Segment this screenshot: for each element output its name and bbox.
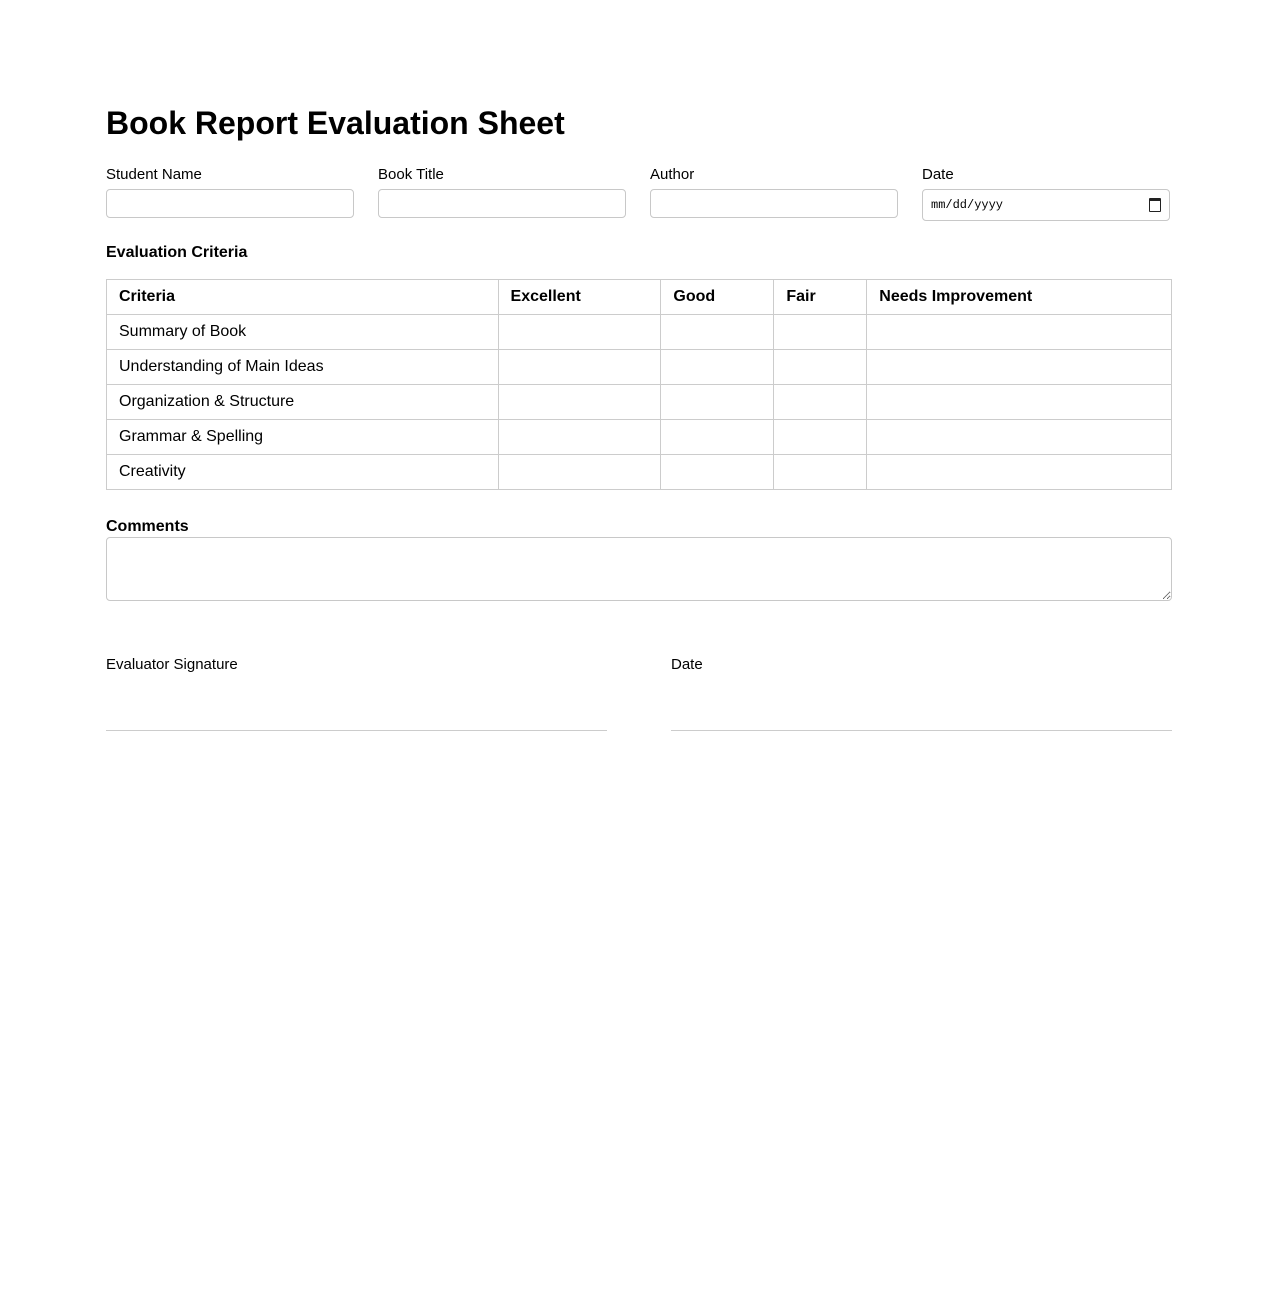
- author-field: [650, 166, 898, 221]
- excellent-cell[interactable]: [498, 350, 661, 385]
- needs-improvement-cell[interactable]: [867, 350, 1172, 385]
- column-header-excellent: Excellent: [498, 280, 661, 315]
- needs-improvement-cell[interactable]: [867, 315, 1172, 350]
- fair-cell[interactable]: [774, 385, 867, 420]
- needs-improvement-cell[interactable]: [867, 420, 1172, 455]
- date-field: [922, 166, 1170, 221]
- author-label: Author: [650, 166, 695, 183]
- criteria-cell: Understanding of Main Ideas: [107, 350, 499, 385]
- good-cell[interactable]: [661, 350, 774, 385]
- info-fields: [106, 166, 1172, 221]
- excellent-cell[interactable]: [498, 385, 661, 420]
- column-header-fair: Fair: [774, 280, 867, 315]
- criteria-cell: Summary of Book: [107, 315, 499, 350]
- good-cell[interactable]: [661, 455, 774, 490]
- book-title-label: Book Title: [378, 166, 444, 183]
- student-name-label: Student Name: [106, 166, 202, 183]
- page-title: Book Report Evaluation Sheet: [106, 105, 565, 141]
- good-cell[interactable]: [661, 385, 774, 420]
- table-row: [107, 315, 1172, 350]
- criteria-cell: Grammar & Spelling: [107, 420, 499, 455]
- date-placeholder: mm/dd/yyyy: [931, 198, 1004, 212]
- calendar-icon[interactable]: [1149, 198, 1161, 212]
- signature-date-block: [671, 656, 1172, 674]
- evaluation-criteria-heading: Evaluation Criteria: [106, 244, 248, 261]
- excellent-cell[interactable]: [498, 420, 661, 455]
- evaluator-signature-label: Evaluator Signature: [106, 656, 238, 673]
- needs-improvement-cell[interactable]: [867, 455, 1172, 490]
- comments-heading: Comments: [106, 518, 189, 535]
- date-label: Date: [922, 166, 954, 183]
- column-header-needs-improvement: Needs Improvement: [867, 280, 1172, 315]
- criteria-cell: Organization & Structure: [107, 385, 499, 420]
- signature-date-label: Date: [671, 656, 703, 673]
- fair-cell[interactable]: [774, 455, 867, 490]
- good-cell[interactable]: [661, 315, 774, 350]
- excellent-cell[interactable]: [498, 455, 661, 490]
- student-name-input[interactable]: [106, 189, 354, 218]
- table-header-row: [107, 280, 1172, 315]
- table-row: [107, 385, 1172, 420]
- evaluation-table: [106, 279, 1172, 490]
- student-name-field: [106, 166, 354, 221]
- evaluator-signature-block: [106, 656, 607, 674]
- criteria-cell: Creativity: [107, 455, 499, 490]
- book-title-input[interactable]: [378, 189, 626, 218]
- excellent-cell[interactable]: [498, 315, 661, 350]
- author-input[interactable]: [650, 189, 898, 218]
- book-title-field: [378, 166, 626, 221]
- fair-cell[interactable]: [774, 315, 867, 350]
- fair-cell[interactable]: [774, 420, 867, 455]
- fair-cell[interactable]: [774, 350, 867, 385]
- column-header-criteria: Criteria: [107, 280, 499, 315]
- table-row: [107, 455, 1172, 490]
- table-row: [107, 350, 1172, 385]
- date-input[interactable]: [922, 189, 1170, 221]
- good-cell[interactable]: [661, 420, 774, 455]
- table-row: [107, 420, 1172, 455]
- comments-textarea[interactable]: [106, 537, 1172, 601]
- needs-improvement-cell[interactable]: [867, 385, 1172, 420]
- column-header-good: Good: [661, 280, 774, 315]
- signature-date-line[interactable]: [671, 730, 1172, 731]
- evaluator-signature-line[interactable]: [106, 730, 607, 731]
